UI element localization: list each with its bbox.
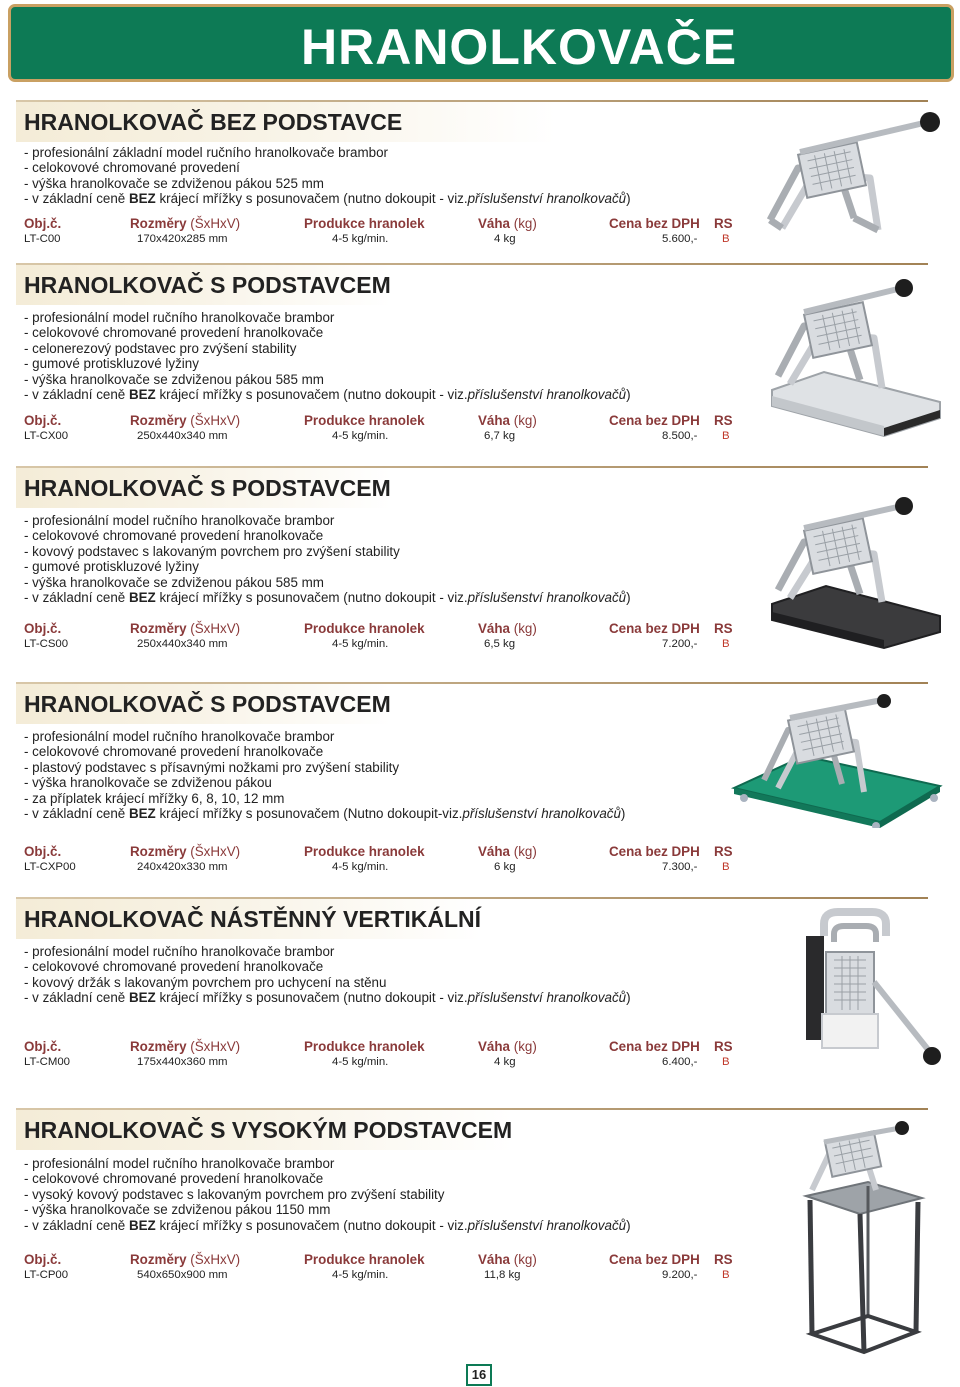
spec-price: 5.600,- <box>662 233 698 245</box>
spec-header-code: Obj.č. <box>24 1039 62 1054</box>
spec-production: 4-5 kg/min. <box>332 430 389 442</box>
product-photo-fry-cutter-tall-stand <box>776 1120 944 1360</box>
spec-header-rs: RS <box>714 844 733 859</box>
spec-header-row: Obj.č. Rozměry (ŠxHxV) Produkce hranolek Váha (kg) Cena bez DPH RS <box>24 216 733 231</box>
feature-list <box>24 729 625 821</box>
accessory-note: příslušenství hranolkovačů <box>467 191 627 207</box>
spec-dims: 240x420x330 mm <box>137 861 228 873</box>
spec-rs: B <box>722 233 730 245</box>
spec-price: 7.200,- <box>662 638 698 650</box>
accessory-note: příslušenství hranolkovačů <box>467 387 627 403</box>
feature-item: - profesionální model ručního hranolkovače brambor <box>24 1156 335 1171</box>
spec-rs: B <box>722 861 730 873</box>
spec-price: 7.300,- <box>662 861 698 873</box>
section-title: HRANOLKOVAČ S PODSTAVCEM <box>16 684 391 724</box>
spec-header-row: Obj.č. Rozměry (ŠxHxV) Produkce hranolek Váha (kg) Cena bez DPH RS <box>24 1252 733 1267</box>
spec-header-weight: Váha <box>478 1039 511 1054</box>
feature-item-bez: - v základní ceně BEZ krájecí mřížky s posunovačem (nutno dokoupit - viz.příslušenství hranolkovačů) <box>24 590 631 606</box>
spec-code: LT-CM00 <box>24 1056 70 1068</box>
spec-code: LT-CP00 <box>24 1269 69 1281</box>
feature-item: - vysoký kovový podstavec s lakovaným povrchem pro zvýšení stability <box>24 1186 445 1202</box>
spec-header-dims: Rozměry <box>130 1252 187 1267</box>
spec-production: 4-5 kg/min. <box>332 1269 389 1281</box>
spec-header-price: Cena bez DPH <box>609 413 700 428</box>
spec-dims: 175x440x360 mm <box>137 1056 228 1068</box>
spec-header-production: Produkce hranolek <box>304 413 425 428</box>
spec-price: 6.400,- <box>662 1056 698 1068</box>
spec-header-weight: Váha <box>478 844 511 859</box>
feature-item-bez: - v základní ceně BEZ krájecí mřížky s posunovačem (Nutno dokoupit-viz.příslušenství hranolkovačů) <box>24 806 626 822</box>
spec-production: 4-5 kg/min. <box>332 1056 389 1068</box>
spec-header-production: Produkce hranolek <box>304 621 425 636</box>
spec-price: 9.200,- <box>662 1269 698 1281</box>
spec-header-weight: Váha <box>478 621 511 636</box>
section-title: HRANOLKOVAČ NÁSTĚNNÝ VERTIKÁLNÍ <box>16 899 481 939</box>
section-title: HRANOLKOVAČ S PODSTAVCEM <box>16 265 391 305</box>
feature-item: - profesionální model ručního hranolkovače brambor <box>24 513 335 528</box>
page-header-banner <box>8 4 954 82</box>
spec-header-weight: Váha <box>478 413 511 428</box>
feature-item: - výška hranolkovače se zdviženou pákou 1150 mm <box>24 1202 331 1218</box>
spec-header-code: Obj.č. <box>24 216 62 231</box>
feature-item: - plastový podstavec s přísavnými nožkami pro zvýšení stability <box>24 759 400 775</box>
feature-item: - za příplatek krájecí mřížky 6, 8, 10, 12 mm <box>24 790 285 806</box>
feature-item-bez: - v základní ceně BEZ krájecí mřížky s posunovačem (nutno dokoupit - viz.příslušenství hranolkovačů) <box>24 1217 631 1233</box>
feature-list <box>24 513 631 605</box>
spec-weight: 4 kg <box>494 233 516 245</box>
feature-item: - výška hranolkovače se zdviženou pákou <box>24 775 272 791</box>
spec-header-rs: RS <box>714 216 733 231</box>
feature-item: - profesionální model ručního hranolkovače brambor <box>24 729 335 744</box>
feature-item-bez: - v základní ceně BEZ krájecí mřížky s posunovačem (nutno dokoupit - viz.příslušenství hranolkovačů) <box>24 990 631 1006</box>
spec-header-rs: RS <box>714 413 733 428</box>
spec-header-rs: RS <box>714 1252 733 1267</box>
spec-header-weight: Váha <box>478 216 511 231</box>
feature-item: - kovový držák s lakovaným povrchem pro uchycení na stěnu <box>24 974 387 990</box>
spec-header-price: Cena bez DPH <box>609 621 700 636</box>
product-photo-wall-fry-cutter <box>784 906 944 1074</box>
spec-header-row: Obj.č. Rozměry (ŠxHxV) Produkce hranolek Váha (kg) Cena bez DPH RS <box>24 413 733 428</box>
spec-header-dims: Rozměry <box>130 1039 187 1054</box>
accessory-note: příslušenství hranolkovačů <box>467 590 627 606</box>
spec-header-price: Cena bez DPH <box>609 1039 700 1054</box>
page-number: 16 <box>466 1364 492 1386</box>
product-photo-fry-cutter-steel-base <box>764 276 944 438</box>
spec-header-production: Produkce hranolek <box>304 844 425 859</box>
feature-list <box>24 944 631 1006</box>
spec-rs: B <box>722 430 730 442</box>
spec-header-price: Cena bez DPH <box>609 1252 700 1267</box>
feature-item: - profesionální model ručního hranolkovače brambor <box>24 944 335 959</box>
feature-item: - profesionální základní model ručního hranolkovače brambor <box>24 145 388 160</box>
feature-item: - gumové protiskluzové lyžiny <box>24 559 199 575</box>
feature-list <box>24 145 631 207</box>
product-photo-fry-cutter-black-base <box>764 494 944 650</box>
feature-item: - celokovové chromované provedení hranolkovače <box>24 528 324 544</box>
spec-header-rs: RS <box>714 1039 733 1054</box>
spec-header-dims: Rozměry <box>130 216 187 231</box>
spec-weight: 6,7 kg <box>484 430 516 442</box>
feature-item: - celokovové chromované provedení hranolkovače <box>24 1171 324 1187</box>
feature-item: - výška hranolkovače se zdviženou pákou 525 mm <box>24 175 324 191</box>
page-title: HRANOLKOVAČE <box>301 19 738 75</box>
spec-header-price: Cena bez DPH <box>609 844 700 859</box>
spec-weight: 6 kg <box>494 861 516 873</box>
feature-item-bez: - v základní ceně BEZ krájecí mřížky s posunovačem (nutno dokoupit - viz.příslušenství hranolkovačů) <box>24 387 631 403</box>
spec-header-code: Obj.č. <box>24 413 62 428</box>
spec-production: 4-5 kg/min. <box>332 861 389 873</box>
spec-rs: B <box>722 638 730 650</box>
product-photo-fry-cutter-green-base <box>730 694 944 828</box>
spec-header-rs: RS <box>714 621 733 636</box>
spec-header-dims: Rozměry <box>130 413 187 428</box>
feature-item-bez: - v základní ceně BEZ krájecí mřížky s posunovačem (nutno dokoupit - viz.příslušenství hranolkovačů) <box>24 191 631 207</box>
feature-list <box>24 310 631 402</box>
spec-production: 4-5 kg/min. <box>332 233 389 245</box>
spec-rs: B <box>722 1056 730 1068</box>
spec-header-dims: Rozměry <box>130 621 187 636</box>
spec-header-weight: Váha <box>478 1252 511 1267</box>
spec-header-price: Cena bez DPH <box>609 216 700 231</box>
feature-item: - výška hranolkovače se zdviženou pákou 585 mm <box>24 574 324 590</box>
spec-code: LT-CS00 <box>24 638 69 650</box>
spec-header-dims: Rozměry <box>130 844 187 859</box>
feature-item: - gumové protiskluzové lyžiny <box>24 356 199 372</box>
feature-list <box>24 1156 631 1233</box>
product-photo-fry-cutter <box>758 108 944 236</box>
spec-weight: 11,8 kg <box>484 1269 521 1281</box>
spec-dims: 540x650x900 mm <box>137 1269 228 1281</box>
accessory-note: příslušenství hranolkovačů <box>462 806 621 822</box>
spec-header-production: Produkce hranolek <box>304 216 425 231</box>
spec-header-code: Obj.č. <box>24 1252 62 1267</box>
spec-header-row: Obj.č. Rozměry (ŠxHxV) Produkce hranolek Váha (kg) Cena bez DPH RS <box>24 621 733 636</box>
accessory-note: příslušenství hranolkovačů <box>467 990 627 1006</box>
feature-item: - výška hranolkovače se zdviženou pákou 585 mm <box>24 371 324 387</box>
spec-header-code: Obj.č. <box>24 621 62 636</box>
feature-item: - celokovové chromované provedení <box>24 160 240 176</box>
section-title: HRANOLKOVAČ S VYSOKÝM PODSTAVCEM <box>16 1110 512 1150</box>
feature-item: - profesionální model ručního hranolkovače brambor <box>24 310 335 325</box>
spec-header-production: Produkce hranolek <box>304 1039 425 1054</box>
spec-weight: 4 kg <box>494 1056 516 1068</box>
feature-item: - kovový podstavec s lakovaným povrchem pro zvýšení stability <box>24 543 400 559</box>
section-title: HRANOLKOVAČ BEZ PODSTAVCE <box>16 102 556 142</box>
spec-header-production: Produkce hranolek <box>304 1252 425 1267</box>
spec-code: LT-C00 <box>24 233 61 245</box>
spec-code: LT-CX00 <box>24 430 69 442</box>
spec-header-row: Obj.č. Rozměry (ŠxHxV) Produkce hranolek Váha (kg) Cena bez DPH RS <box>24 1039 733 1054</box>
spec-value-row <box>24 861 924 877</box>
spec-header-row: Obj.č. Rozměry (ŠxHxV) Produkce hranolek Váha (kg) Cena bez DPH RS <box>24 844 733 859</box>
spec-header-code: Obj.č. <box>24 844 62 859</box>
feature-item: - celokovové chromované provedení hranolkovače <box>24 325 324 341</box>
accessory-note: příslušenství hranolkovačů <box>467 1217 627 1233</box>
spec-weight: 6,5 kg <box>484 638 516 650</box>
feature-item: - celokovové chromované provedení hranolkovače <box>24 744 324 760</box>
spec-dims: 170x420x285 mm <box>137 233 228 245</box>
spec-rs: B <box>722 1269 730 1281</box>
spec-production: 4-5 kg/min. <box>332 638 389 650</box>
spec-dims: 250x440x340 mm <box>137 430 228 442</box>
feature-item: - celokovové chromované provedení hranolkovače <box>24 959 324 975</box>
spec-code: LT-CXP00 <box>24 861 76 873</box>
spec-price: 8.500,- <box>662 430 698 442</box>
section-title: HRANOLKOVAČ S PODSTAVCEM <box>16 468 391 508</box>
feature-item: - celonerezový podstavec pro zvýšení stability <box>24 340 297 356</box>
spec-dims: 250x440x340 mm <box>137 638 228 650</box>
